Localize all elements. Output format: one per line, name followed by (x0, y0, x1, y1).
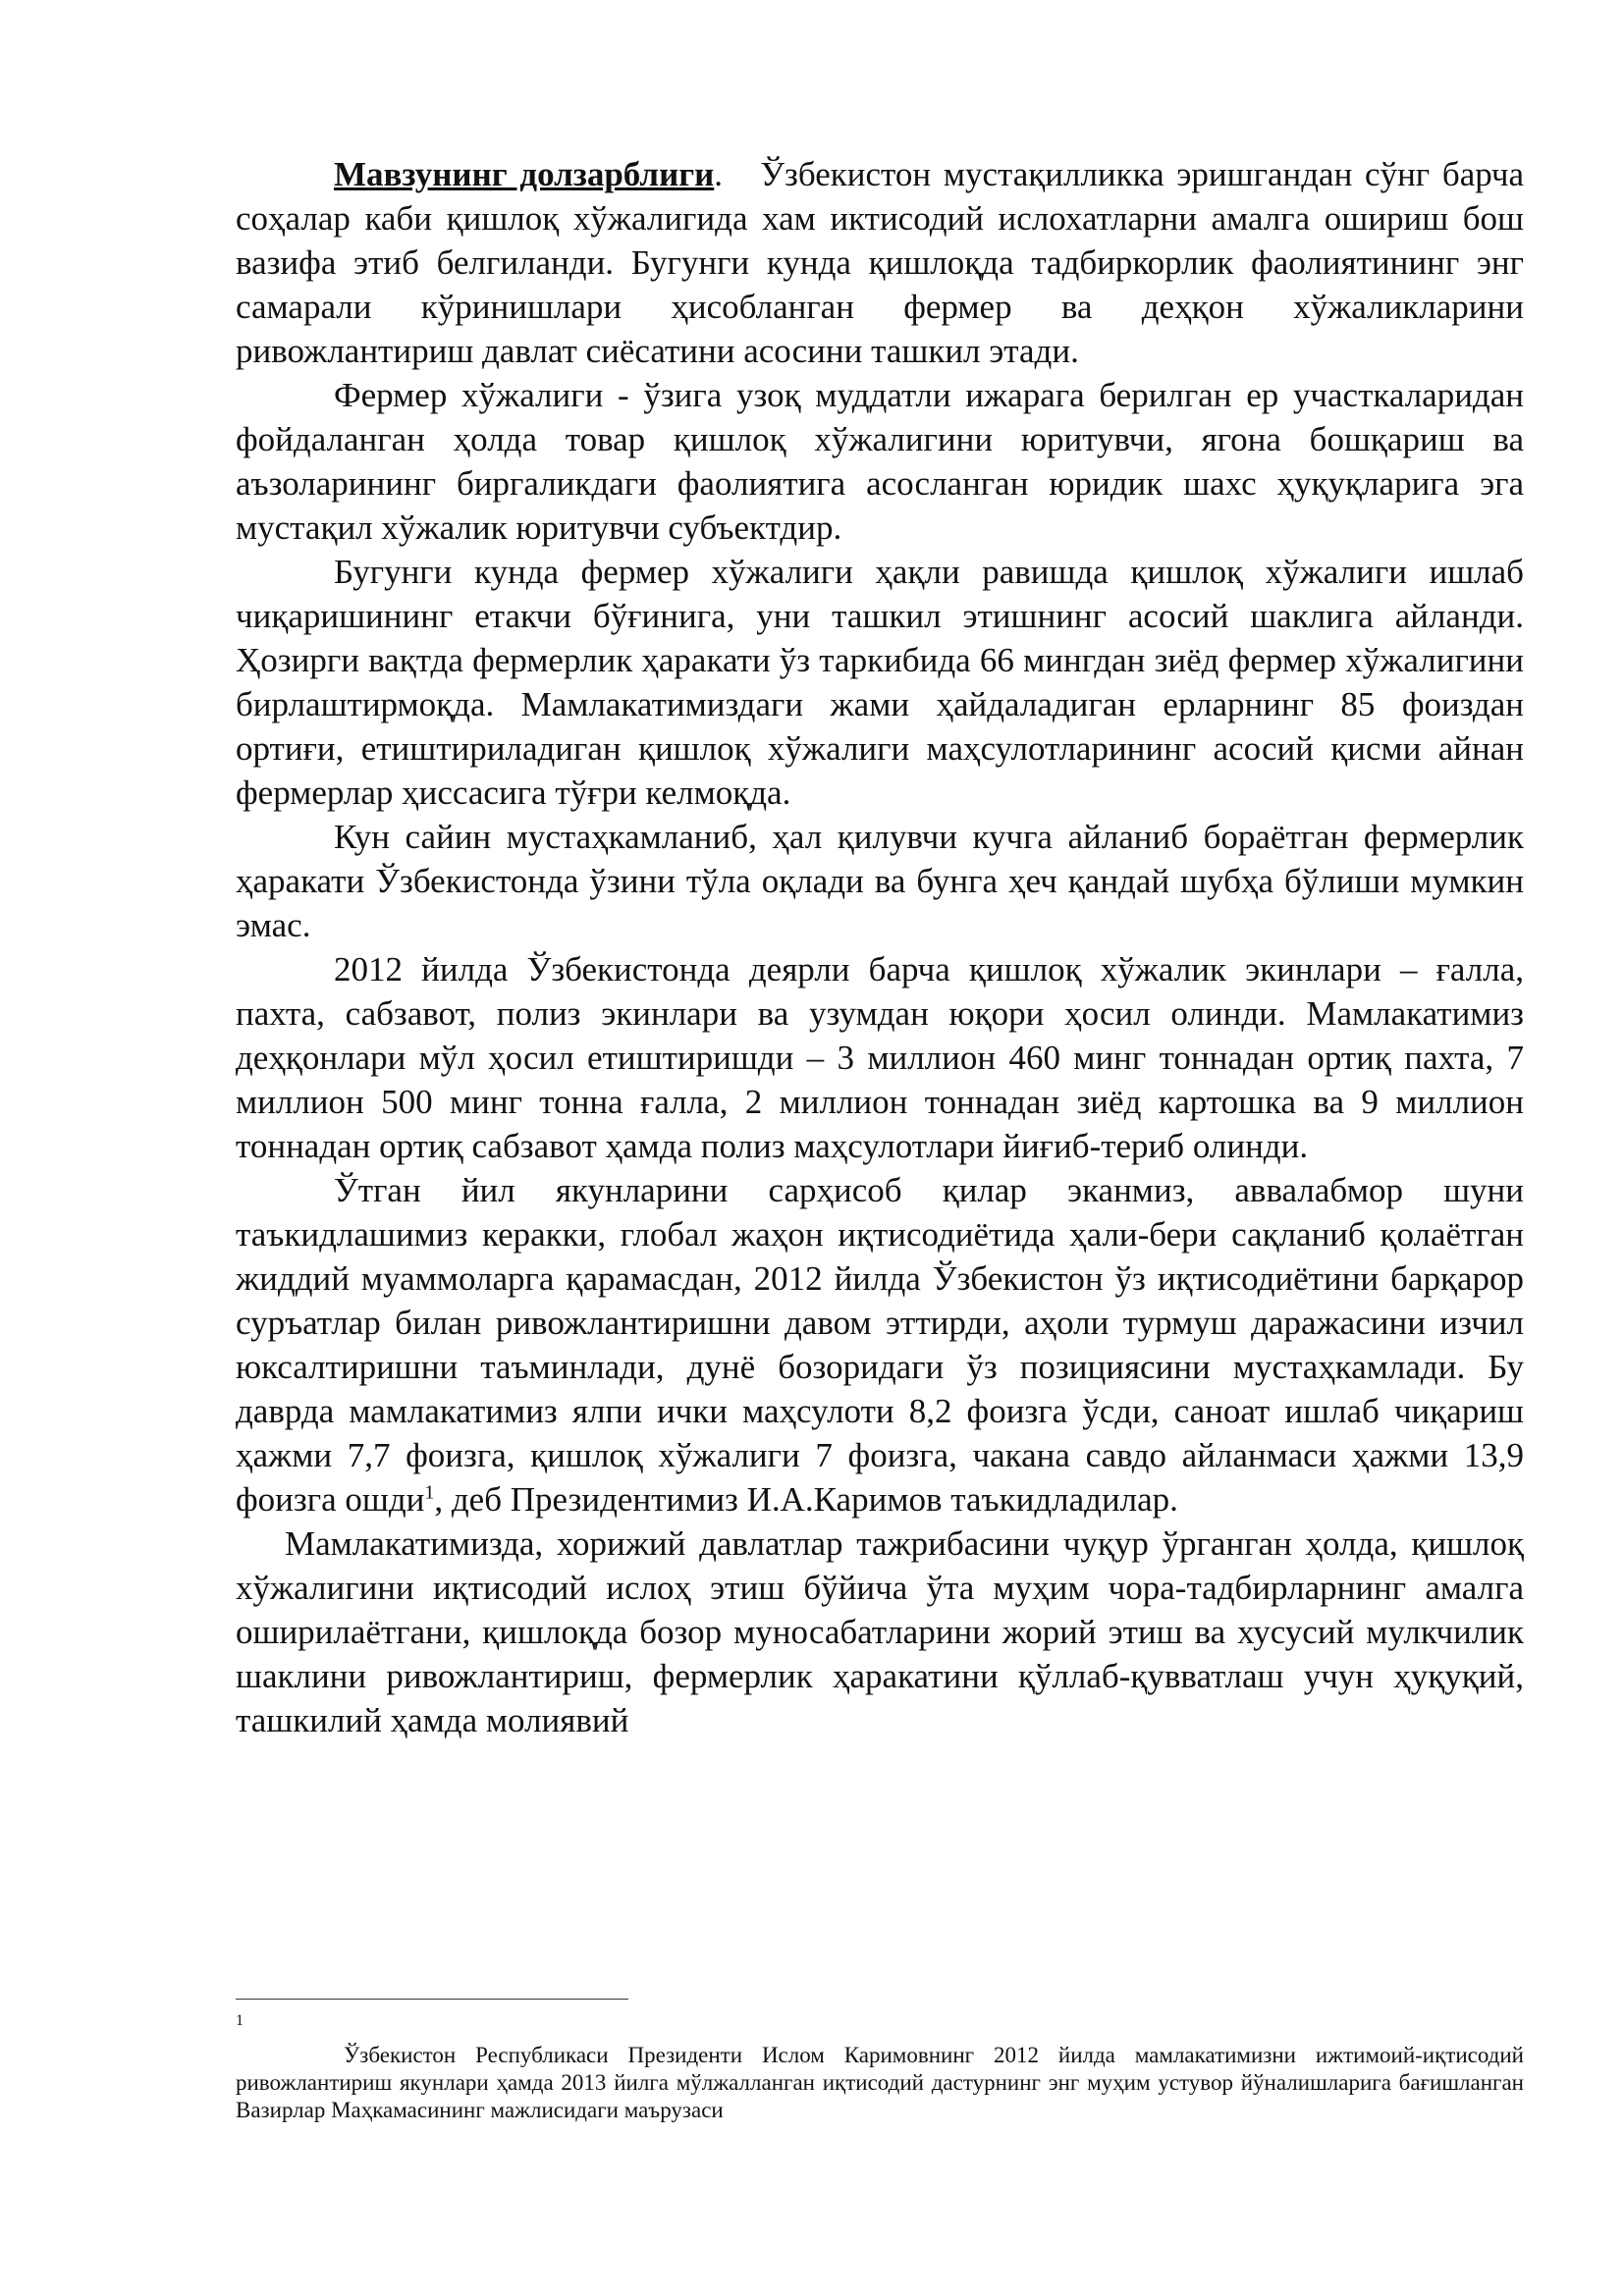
footnote-text: Ўзбекистон Республикаси Президенти Ислом Каримовнинг 2012 йилда мамлакатимизни ижтимоий-иқтисодий ривожлантириш якунлари ҳамда 2013 йилга мўлжалланган иқтисодий дастурнинг энг муҳим устувор йўналишларига бағишланган Вазирлар Маҳкамасининг мажлисидаги маърузаси (236, 2043, 1524, 2122)
paragraph-6-text: Ўтган йил якунларини сарҳисоб қилар эканмиз, аввалабмор шуни таъкидлашимиз керакки, глобал жаҳон иқтисодиётида ҳали-бери сақланиб қолаётган жиддий муаммоларга қарамасдан, 2012 йилда Ўзбекистон ўз иқтисодиётини барқарор суръатлар билан ривожлантиришни давом эттирди, аҳоли турмуш даражасини изчил юксалтиришни таъминлади, дунё бозоридаги ўз позициясини мустаҳкамлади. Бу даврда мамлакатимиз ялпи ички маҳсулоти 8,2 фоизга ўсди, саноат ишлаб чиқариш ҳажми 7,7 фоизга, қишлоқ хўжалиги 7 фоизга, чакана савдо айланмаси ҳажми 13,9 фоизга ошди (236, 1171, 1524, 1519)
paragraph-3: Бугунги кунда фермер хўжалиги ҳақли равишда қишлоқ хўжалиги ишлаб чиқаришининг етакчи бўғинига, уни ташкил этишнинг асосий шаклига айланди. Ҳозирги вақтда фермерлик ҳаракати ўз таркибида 66 мингдан зиёд фермер хўжалигини бирлаштирмоқда. Мамлакатимиздаги жами ҳайдаладиган ерларнинг 85 фоиздан ортиғи, етиштириладиган қишлоқ хўжалиги маҳсулотларининг асосий қисми айнан фермерлар ҳиссасига тўғри келмоқда. (236, 553, 1524, 812)
footnote-number: 1 (236, 2012, 244, 2029)
document-body (236, 152, 1524, 1742)
footnote-separator (236, 1999, 628, 2000)
paragraph-7: Мамлакатимизда, хорижий давлатлар тажрибасини чуқур ўрганган ҳолда, қишлоқ хўжалигини иқтисодий ислоҳ этиш бўйича ўта муҳим чора-тадбирларнинг амалга оширилаётгани, қишлоқда бозор муносабатларини жорий этиш ва хусусий мулкчилик шаклини ривожлантириш, фермерлик ҳаракатини қўллаб-қувватлаш учун ҳуқуқий, ташкилий ҳамда молиявий (236, 1524, 1524, 1739)
section-heading: Мавзунинг долзарблиги (334, 155, 715, 193)
footnote-reference[interactable]: 1 (424, 1481, 435, 1504)
paragraph-6 (236, 1168, 1524, 1522)
paragraph-5: 2012 йилда Ўзбекистонда деярли барча қишлоқ хўжалик экинлари – ғалла, пахта, сабзавот, полиз экинлари ва узумдан юқори ҳосил олинди. Мамлакатимиз деҳқонлари мўл ҳосил етиштиришди – 3 миллион 460 минг тоннадан ортиқ пахта, 7 миллион 500 минг тонна ғалла, 2 миллион тоннадан зиёд картошка ва 9 миллион тоннадан ортиқ сабзавот ҳамда полиз маҳсулотлари йиғиб-териб олинди. (236, 950, 1524, 1165)
paragraph-1-text: Ўзбекистон мустақилликка эришгандан сўнг барча соҳалар каби қишлоқ хўжалигида хам иктисодий ислохатларни амалга ошириш бош вазифа этиб белгиланди. Бугунги кунда қишлоқда тадбиркорлик фаолиятининг энг самарали кўринишлари ҳисобланган фермер ва деҳқон хўжаликларини ривожлантириш давлат сиёсатини асосини ташкил этади. (236, 155, 1525, 370)
paragraph-1 (236, 152, 1524, 373)
paragraph-6-end: , деб Президентимиз И.А.Каримов таъкидладилар. (434, 1480, 1178, 1519)
heading-suffix: . (714, 155, 724, 193)
paragraph-4: Кун сайин мустаҳкамланиб, ҳал қилувчи кучга айланиб бораётган фермерлик ҳаракати Ўзбекистонда ўзини тўла оқлади ва бунга ҳеч қандай шубҳа бўлиши мумкин эмас. (236, 818, 1524, 944)
paragraph-2: Фермер хўжалиги - ўзига узоқ муддатли ижарага берилган ер участкаларидан фойдаланган ҳолда товар қишлоқ хўжалигини юритувчи, ягона бошқариш ва аъзоларининг биргаликдаги фаолиятига асосланган юридик шахс ҳуқуқларига эга мустақил хўжалик юритувчи субъектдир. (236, 376, 1524, 547)
